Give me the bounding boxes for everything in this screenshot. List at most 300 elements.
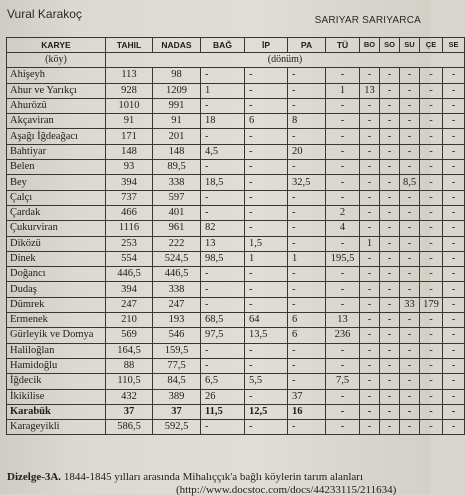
table-row [7,236,465,251]
value-cell: - [288,98,326,113]
village-name-cell: Çardak [7,205,106,220]
value-cell: - [326,114,360,129]
value-cell: 5,5 [245,374,288,389]
village-name-cell: Bahtiyar [7,144,106,159]
value-cell: 928 [106,83,153,98]
village-name-cell: İkikilise [7,389,106,404]
value-cell: - [360,343,380,358]
table-row [7,144,465,159]
value-cell: - [201,297,245,312]
value-cell: - [380,328,400,343]
column-header: BO [360,38,380,53]
value-cell: - [288,83,326,98]
value-cell: 446,5 [153,267,201,282]
value-cell: - [380,251,400,266]
column-header: PA [288,38,326,53]
village-name-cell: Belen [7,160,106,175]
value-cell: - [400,236,420,251]
value-cell: - [443,205,465,220]
value-cell: - [443,221,465,236]
value-cell: 554 [106,251,153,266]
value-cell: - [380,313,400,328]
value-cell: 236 [326,328,360,343]
table-row [7,389,465,404]
value-cell: 11,5 [201,404,245,419]
value-cell: - [360,251,380,266]
value-cell: - [288,129,326,144]
value-cell: - [400,404,420,419]
village-name-cell: Çalçı [7,190,106,205]
value-cell: - [360,313,380,328]
value-cell: 4 [326,221,360,236]
value-cell: 8,5 [400,175,420,190]
column-header: ÇE [420,38,443,53]
table-row [7,221,465,236]
value-cell: - [360,144,380,159]
value-cell: - [201,68,245,83]
value-cell: - [360,205,380,220]
value-cell: - [201,160,245,175]
table-row [7,98,465,113]
value-cell: - [201,343,245,358]
value-cell: - [443,374,465,389]
value-cell: - [245,282,288,297]
value-cell: - [380,83,400,98]
caption-text: 1844-1845 yılları arasında Mihalıççık'a bağlı köylerin tarım alanları [63,471,364,483]
value-cell: - [326,267,360,282]
value-cell: - [380,343,400,358]
value-cell: 110,5 [106,374,153,389]
value-cell: 13 [326,313,360,328]
value-cell: - [201,267,245,282]
value-cell: - [360,297,380,312]
value-cell: - [420,221,443,236]
value-cell: 37 [153,404,201,419]
value-cell: - [288,267,326,282]
column-header: TÜ [326,38,360,53]
value-cell: - [201,98,245,113]
value-cell: 1 [201,83,245,98]
value-cell: - [360,175,380,190]
value-cell: 1209 [153,83,201,98]
value-cell: - [380,221,400,236]
value-cell: 13 [201,236,245,251]
value-cell: 222 [153,236,201,251]
value-cell: 148 [153,144,201,159]
value-cell: - [360,160,380,175]
table-row [7,68,465,83]
value-cell: - [360,114,380,129]
table-row [7,267,465,282]
value-cell: 6 [245,114,288,129]
value-cell: - [420,251,443,266]
value-cell: - [360,98,380,113]
village-name-cell: Doğancı [7,267,106,282]
value-cell: 195,5 [326,251,360,266]
value-cell: 159,5 [153,343,201,358]
value-cell: 164,5 [106,343,153,358]
value-cell: 16 [288,404,326,419]
table-row [7,420,465,435]
value-cell: - [326,358,360,373]
value-cell: - [380,420,400,435]
value-cell: - [443,420,465,435]
value-cell: - [443,114,465,129]
value-cell: 394 [106,175,153,190]
value-cell: - [443,358,465,373]
value-cell: - [201,282,245,297]
table-row [7,297,465,312]
value-cell: 389 [153,389,201,404]
village-name-cell: Haliloğlan [7,343,106,358]
value-cell: 2 [326,205,360,220]
value-cell: - [400,251,420,266]
value-cell: 1 [245,251,288,266]
village-name-cell: Gürleyik ve Domya [7,328,106,343]
village-name-cell: Karageyikli [7,420,106,435]
value-cell: 97,5 [201,328,245,343]
value-cell: 991 [153,98,201,113]
village-name-cell: İğdecik [7,374,106,389]
village-name-cell: Ahişeyh [7,68,106,83]
value-cell: - [380,358,400,373]
value-cell: - [326,175,360,190]
value-cell: - [420,190,443,205]
table-row [7,374,465,389]
value-cell: - [400,83,420,98]
village-name-cell: Ahurözü [7,98,106,113]
value-cell: - [443,389,465,404]
value-cell: 77,5 [153,358,201,373]
value-cell: - [360,420,380,435]
table-row [7,282,465,297]
village-name-cell: Akçaviran [7,114,106,129]
value-cell: - [288,221,326,236]
value-cell: - [245,420,288,435]
value-cell: - [443,267,465,282]
village-name-cell: Dudaş [7,282,106,297]
value-cell: - [380,267,400,282]
value-cell: - [400,190,420,205]
table-row [7,83,465,98]
column-header: İP [245,38,288,53]
value-cell: - [420,267,443,282]
value-cell: 432 [106,389,153,404]
value-cell: - [400,328,420,343]
table-row [7,404,465,419]
value-cell: - [245,343,288,358]
value-cell: - [420,114,443,129]
value-cell: - [201,420,245,435]
value-cell: - [420,175,443,190]
table-row [7,190,465,205]
value-cell: - [326,420,360,435]
value-cell: - [400,68,420,83]
value-cell: - [400,313,420,328]
value-cell: 597 [153,190,201,205]
value-cell: - [288,160,326,175]
value-cell: 1 [326,83,360,98]
village-name-cell: Bey [7,175,106,190]
value-cell: 64 [245,313,288,328]
value-cell: - [201,205,245,220]
village-name-cell: Diközü [7,236,106,251]
value-cell: 193 [153,313,201,328]
table-row [7,205,465,220]
value-cell: - [420,83,443,98]
value-cell: - [326,389,360,404]
value-cell: - [360,374,380,389]
value-cell: 6 [288,328,326,343]
column-header: NADAS [153,38,201,53]
value-cell: - [360,129,380,144]
value-cell: 338 [153,175,201,190]
value-cell: - [245,221,288,236]
value-cell: 18 [201,114,245,129]
value-cell: 4,5 [201,144,245,159]
value-cell: - [360,404,380,419]
value-cell: - [380,175,400,190]
value-cell: 569 [106,328,153,343]
value-cell: - [288,358,326,373]
value-cell: - [326,98,360,113]
value-cell: 394 [106,282,153,297]
village-name-cell: Ahur ve Yarıkçı [7,83,106,98]
value-cell: 171 [106,129,153,144]
table-row [7,328,465,343]
value-cell: 113 [106,68,153,83]
column-header: KARYE [7,38,106,53]
value-cell: - [443,144,465,159]
value-cell: - [420,98,443,113]
value-cell: 401 [153,205,201,220]
value-cell: - [443,98,465,113]
value-cell: - [360,282,380,297]
value-cell: - [400,114,420,129]
value-cell: 253 [106,236,153,251]
value-cell: 82 [201,221,245,236]
value-cell: 148 [106,144,153,159]
value-cell: - [420,129,443,144]
value-cell: - [380,68,400,83]
column-header: BAĞ [201,38,245,53]
village-name-cell: Aşağı İğdeağacı [7,129,106,144]
value-cell: 98,5 [201,251,245,266]
author-header: Vural Karakoç [7,7,82,21]
value-cell: 338 [153,282,201,297]
value-cell: 37 [288,389,326,404]
value-cell: - [420,313,443,328]
value-cell: - [420,160,443,175]
value-cell: - [400,205,420,220]
value-cell: - [420,328,443,343]
value-cell: 6,5 [201,374,245,389]
value-cell: 961 [153,221,201,236]
column-header: SO [380,38,400,53]
caption-label: Dizelge-3A. [7,471,62,483]
value-cell: - [288,282,326,297]
value-cell: 12,5 [245,404,288,419]
value-cell: 68,5 [201,313,245,328]
value-cell: - [420,420,443,435]
value-cell: 592,5 [153,420,201,435]
value-cell: - [326,404,360,419]
value-cell: - [420,144,443,159]
table-row [7,160,465,175]
value-cell: 13,5 [245,328,288,343]
value-cell: 446,5 [106,267,153,282]
value-cell: - [400,420,420,435]
value-cell: - [288,205,326,220]
value-cell: - [443,251,465,266]
village-name-cell: Dinek [7,251,106,266]
value-cell: - [443,236,465,251]
value-cell: - [380,404,400,419]
value-cell: 33 [400,297,420,312]
table-row [7,175,465,190]
value-cell: 201 [153,129,201,144]
value-cell: 8 [288,114,326,129]
value-cell: - [380,190,400,205]
value-cell: - [360,267,380,282]
value-cell: 6 [288,313,326,328]
value-cell: - [326,68,360,83]
value-cell: - [288,68,326,83]
value-cell: - [400,129,420,144]
value-cell: 210 [106,313,153,328]
value-cell: 18,5 [201,175,245,190]
value-cell: - [245,205,288,220]
value-cell: - [400,144,420,159]
value-cell: - [443,129,465,144]
value-cell: 247 [153,297,201,312]
value-cell: - [400,221,420,236]
value-cell: - [380,114,400,129]
value-cell: - [245,175,288,190]
value-cell: - [201,129,245,144]
value-cell: - [245,297,288,312]
value-cell: - [326,343,360,358]
value-cell: 1 [360,236,380,251]
value-cell: - [360,358,380,373]
value-cell: - [288,343,326,358]
value-cell: - [420,389,443,404]
value-cell: - [420,68,443,83]
value-cell: - [443,282,465,297]
value-cell: - [380,160,400,175]
value-cell: - [245,98,288,113]
value-cell: 7,5 [326,374,360,389]
table-row [7,313,465,328]
value-cell: - [380,205,400,220]
value-cell: 37 [106,404,153,419]
table-row [7,343,465,358]
value-cell: - [326,297,360,312]
value-cell: - [443,404,465,419]
value-cell: - [443,68,465,83]
value-cell: - [245,190,288,205]
value-cell: 26 [201,389,245,404]
value-cell: - [201,358,245,373]
units-row [7,53,465,68]
column-header: SU [400,38,420,53]
value-cell: - [288,236,326,251]
caption-source: (http://www.docstoc.com/docs/44233115/211634) [176,484,397,496]
value-cell: - [245,267,288,282]
section-header: SARIYAR SARIYARCA [314,15,421,26]
value-cell: 13 [360,83,380,98]
value-cell: - [380,374,400,389]
table-row [7,358,465,373]
value-cell: - [380,98,400,113]
value-cell: - [420,282,443,297]
value-cell: - [400,267,420,282]
value-cell: 524,5 [153,251,201,266]
value-cell: - [288,374,326,389]
value-cell: 737 [106,190,153,205]
village-name-cell: Ermenek [7,313,106,328]
value-cell: - [443,175,465,190]
value-cell: - [400,98,420,113]
table-row [7,129,465,144]
value-cell: - [288,190,326,205]
value-cell: 586,5 [106,420,153,435]
value-cell: - [400,160,420,175]
value-cell: - [400,389,420,404]
value-cell: - [326,129,360,144]
value-cell: - [380,389,400,404]
land-use-table [6,37,465,435]
value-cell: - [380,282,400,297]
value-cell: 1,5 [245,236,288,251]
value-cell: - [400,358,420,373]
value-cell: - [443,297,465,312]
value-cell: 20 [288,144,326,159]
value-cell: - [443,328,465,343]
value-cell: - [420,404,443,419]
value-cell: - [201,190,245,205]
village-name-cell: Çukurviran [7,221,106,236]
value-cell: - [245,83,288,98]
value-cell: 1116 [106,221,153,236]
value-cell: - [420,236,443,251]
value-cell: - [245,389,288,404]
village-name-cell: Dümrek [7,297,106,312]
village-name-cell: Karabük [7,404,106,419]
table-row [7,251,465,266]
value-cell: 179 [420,297,443,312]
value-cell: 247 [106,297,153,312]
value-cell: 546 [153,328,201,343]
value-cell: 88 [106,358,153,373]
value-cell: 1 [288,251,326,266]
value-cell: - [245,68,288,83]
value-cell: 91 [106,114,153,129]
value-cell: - [380,144,400,159]
value-cell: - [360,68,380,83]
value-cell: - [400,374,420,389]
value-cell: - [288,420,326,435]
value-cell: - [380,297,400,312]
units-karye: (köy) [7,53,106,68]
value-cell: - [326,282,360,297]
units-others: (dönüm) [106,53,465,68]
column-header: SE [443,38,465,53]
table-row [7,114,465,129]
value-cell: - [245,358,288,373]
value-cell: - [380,129,400,144]
value-cell: - [360,221,380,236]
